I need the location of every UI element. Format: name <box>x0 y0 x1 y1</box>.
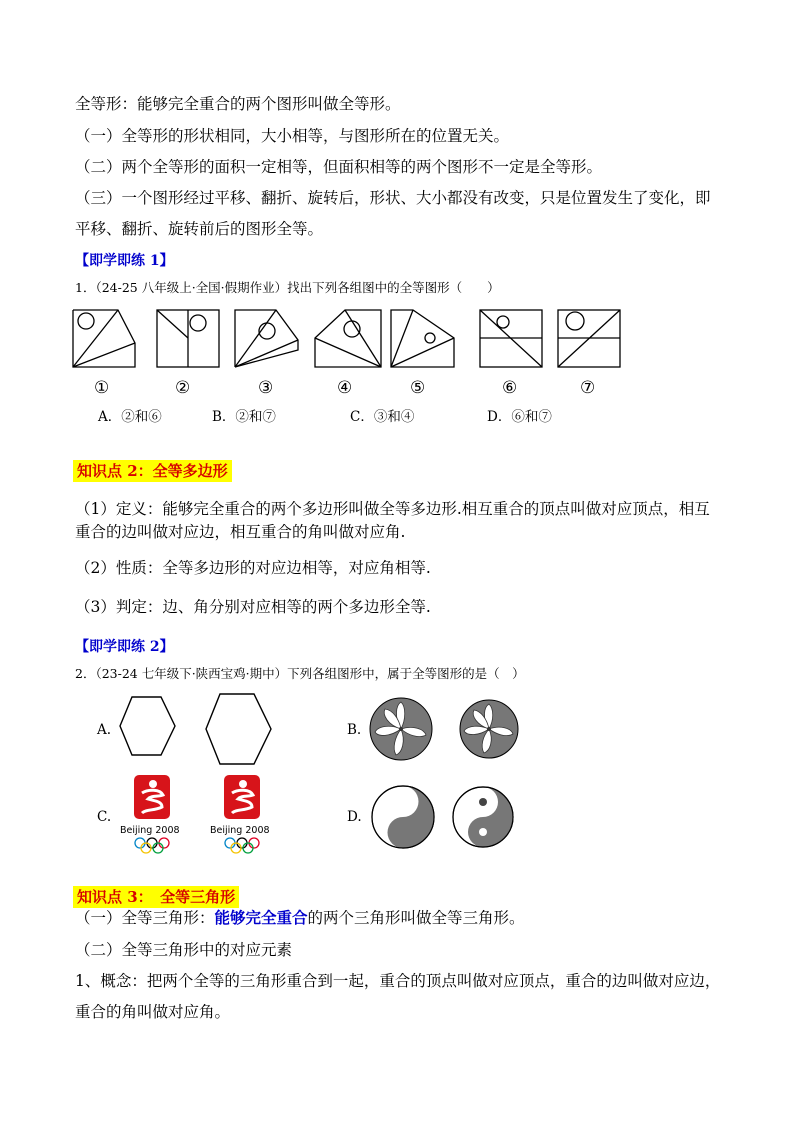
point-2-text: （二）两个全等形的面积一定相等，但面积相等的两个图形不一定是全等形。 <box>75 158 603 176</box>
option-c[interactable]: C．③和④ <box>350 409 415 425</box>
question-1-figures <box>70 305 630 375</box>
option-d[interactable]: D．⑥和⑦ <box>487 409 552 425</box>
figure-1-shape <box>73 310 135 367</box>
figure-number-5: ⑤ <box>410 378 426 398</box>
bauhinia-pair-figure <box>368 697 528 763</box>
point-1-text: （一）全等形的形状相同，大小相等，与图形所在的位置无关。 <box>75 127 510 145</box>
practice-2-label: 【即学即练 2】 <box>75 639 174 655</box>
triangle-definition-highlight: 能够完全重合 <box>214 908 308 927</box>
option-a[interactable]: A．②和⑥ <box>98 409 162 425</box>
question-2-text: 2．（23-24 七年级下·陕西宝鸡·期中）下列各组图形中，属于全等图形的是（ ） <box>75 666 525 681</box>
point-3-continued-text: 平移、翻折、旋转前后的图形全等。 <box>75 220 324 238</box>
figure-4-shape <box>315 310 381 367</box>
practice-1-label: 【即学即练 1】 <box>75 253 174 269</box>
logo-text-right: Beijing 2008 <box>210 825 270 836</box>
figure-number-3: ③ <box>258 378 274 398</box>
definition-text: 全等形：能够完全重合的两个图形叫做全等形。 <box>75 95 401 113</box>
option-b[interactable]: B．②和⑦ <box>212 409 276 425</box>
figure-7-shape <box>558 310 620 367</box>
section-3-heading: 知识点 3： 全等三角形 <box>73 886 239 908</box>
point-3-text: （三）一个图形经过平移、翻折、旋转后，形状、大小都没有改变，只是位置发生了变化，即 <box>75 189 711 207</box>
figure-number-1: ① <box>94 378 110 398</box>
option-d-label[interactable]: D. <box>347 809 362 825</box>
option-b-label[interactable]: B. <box>347 722 362 738</box>
triangle-definition-prefix: （一）全等三角形： <box>75 909 215 927</box>
polygon-property-text: （2）性质：全等多边形的对应边相等，对应角相等. <box>75 559 431 577</box>
beijing-2008-emblem-pair-figure <box>118 771 278 861</box>
corresponding-elements-text: （二）全等三角形中的对应元素 <box>75 941 293 959</box>
question-1-text: 1．（24-25 八年级上·全国·假期作业）找出下列各组图中的全等图形（ ） <box>75 280 500 295</box>
figure-6-shape <box>480 310 542 367</box>
concept-continued-text: 重合的角叫做对应角。 <box>75 1003 231 1021</box>
figure-2-shape <box>157 310 219 367</box>
figure-number-2: ② <box>175 378 191 398</box>
figure-5-shape <box>391 310 454 367</box>
polygon-definition-text: （1）定义：能够完全重合的两个多边形叫做全等多边形.相互重合的顶点叫做对应顶点，相互 <box>75 500 710 518</box>
option-a-label[interactable]: A. <box>97 722 112 738</box>
section-2-heading: 知识点 2：全等多边形 <box>73 460 232 482</box>
hexagon-pair-figure <box>118 692 278 772</box>
polygon-criterion-text: （3）判定：边、角分别对应相等的两个多边形全等. <box>75 598 431 616</box>
triangle-definition-suffix: 的两个三角形叫做全等三角形。 <box>307 909 525 927</box>
figure-number-6: ⑥ <box>502 378 518 398</box>
concept-text: 1、概念：把两个全等的三角形重合到一起，重合的顶点叫做对应顶点，重合的边叫做对应边， <box>75 972 721 990</box>
yin-yang-pair-figure <box>368 784 528 850</box>
triangle-definition-text <box>75 908 525 928</box>
figure-3-shape <box>235 310 298 367</box>
figure-number-4: ④ <box>337 378 353 398</box>
logo-text-left: Beijing 2008 <box>120 825 180 836</box>
option-c-label[interactable]: C. <box>97 809 112 825</box>
figure-number-7: ⑦ <box>580 378 596 398</box>
polygon-definition-continued-text: 重合的边叫做对应边，相互重合的角叫做对应角. <box>75 523 406 541</box>
